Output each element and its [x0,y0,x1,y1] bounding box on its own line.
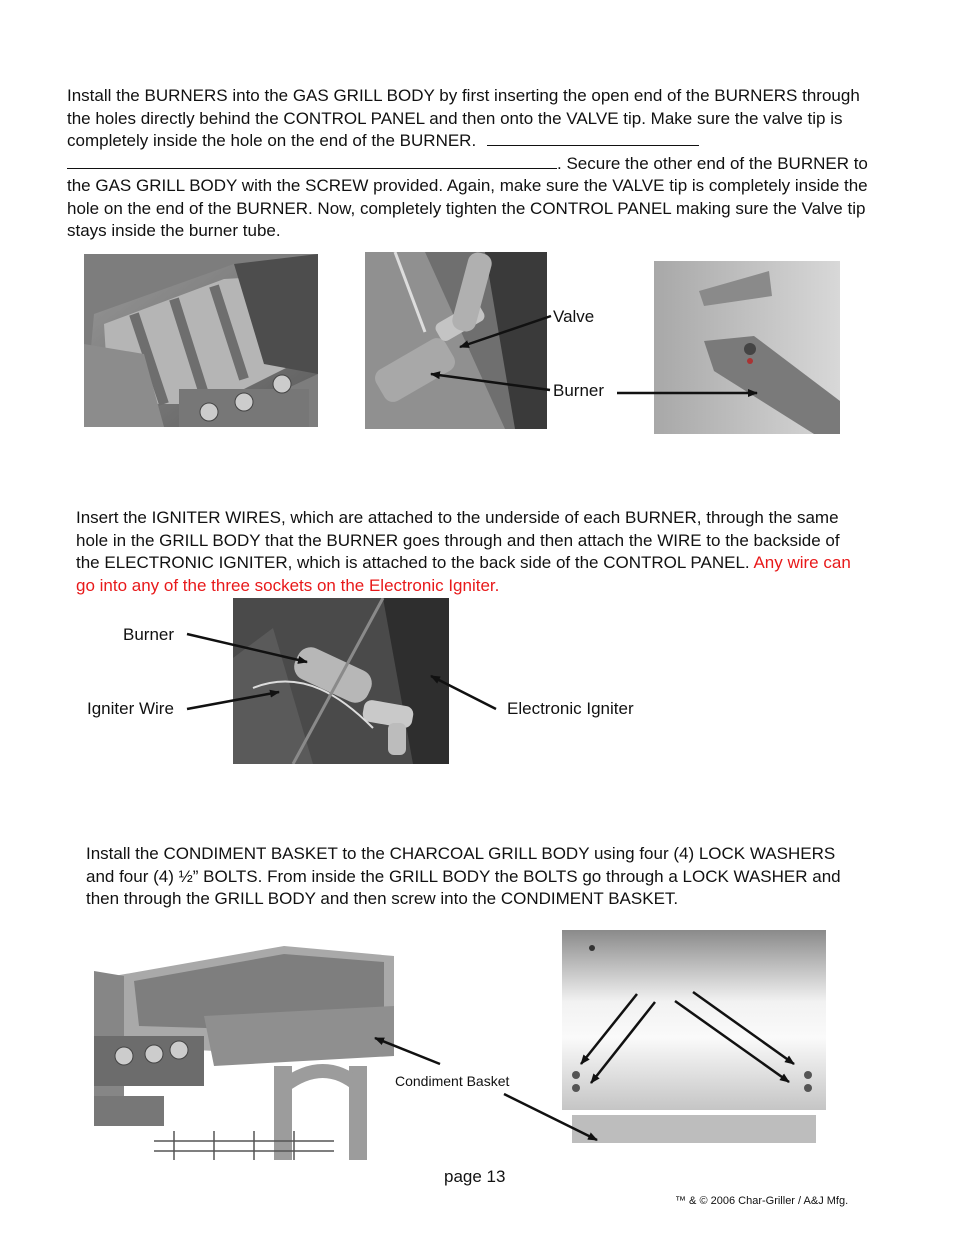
electronic-igniter-label: Electronic Igniter [507,699,634,718]
blank-line [487,130,699,146]
blank-line [67,153,557,169]
burner-label: Burner [123,625,175,644]
condiment-basket-instructions [86,843,856,911]
page-number: page 13 [444,1167,506,1186]
grill-body-bolt-holes-image [562,930,826,1144]
igniter-socket-note: Any wire can go into any of the three sockets on the Electronic Igniter. [76,553,851,595]
igniter-wire-label: Igniter Wire [87,699,174,718]
burner-instructions-part-b: . Secure the other end of the BURNER to the GAS GRILL BODY with the SCREW provided. Again, make sure the VALVE tip is completely inside the hole on the end of the BURNER. Now, completely tighten the CONTROL PANEL making sure the Valve tip stays inside the burner tube. [67,153,868,240]
condiment-basket-grill-image [94,946,400,1160]
burner-label: Burner [553,381,605,400]
condiment-instructions-text: Install the CONDIMENT BASKET to the CHARCOAL GRILL BODY using four (4) LOCK WASHERS and four (4) ½” BOLTS. From inside the GRILL BODY the BOLTS go through a LOCK WASHER and then through the GRILL BODY and then screw into the CONDIMENT BASKET. [86,844,841,908]
valve-burner-closeup-image [365,252,547,429]
copyright-notice: ™ & © 2006 Char-Griller / A&J Mfg. [675,1195,849,1207]
burner-install-instructions [67,85,887,243]
igniter-wire-instructions [76,507,866,597]
igniter-instructions-text: Insert the IGNITER WIRES, which are attached to the underside of each BURNER, through the same hole in the GRILL BODY that the BURNER goes through and then attach the WIRE to the backside of the ELECTRONIC IGNITER, which is attached to the back side of the CONTROL PANEL. [76,508,840,572]
valve-label: Valve [553,307,595,326]
condiment-basket-label: Condiment Basket [395,1073,510,1089]
igniter-wire-image [233,598,449,764]
burner-instructions-part-a: Install the BURNERS into the GAS GRILL BODY by first inserting the open end of the BURNERS through the holes directly behind the CONTROL PANEL and then onto the VALVE tip. Make sure the valve tip is completely inside the hole on the end of the BURNER. [67,86,860,150]
burner-screw-mount-image [654,261,840,434]
gas-grill-body-burners-image [84,254,318,427]
